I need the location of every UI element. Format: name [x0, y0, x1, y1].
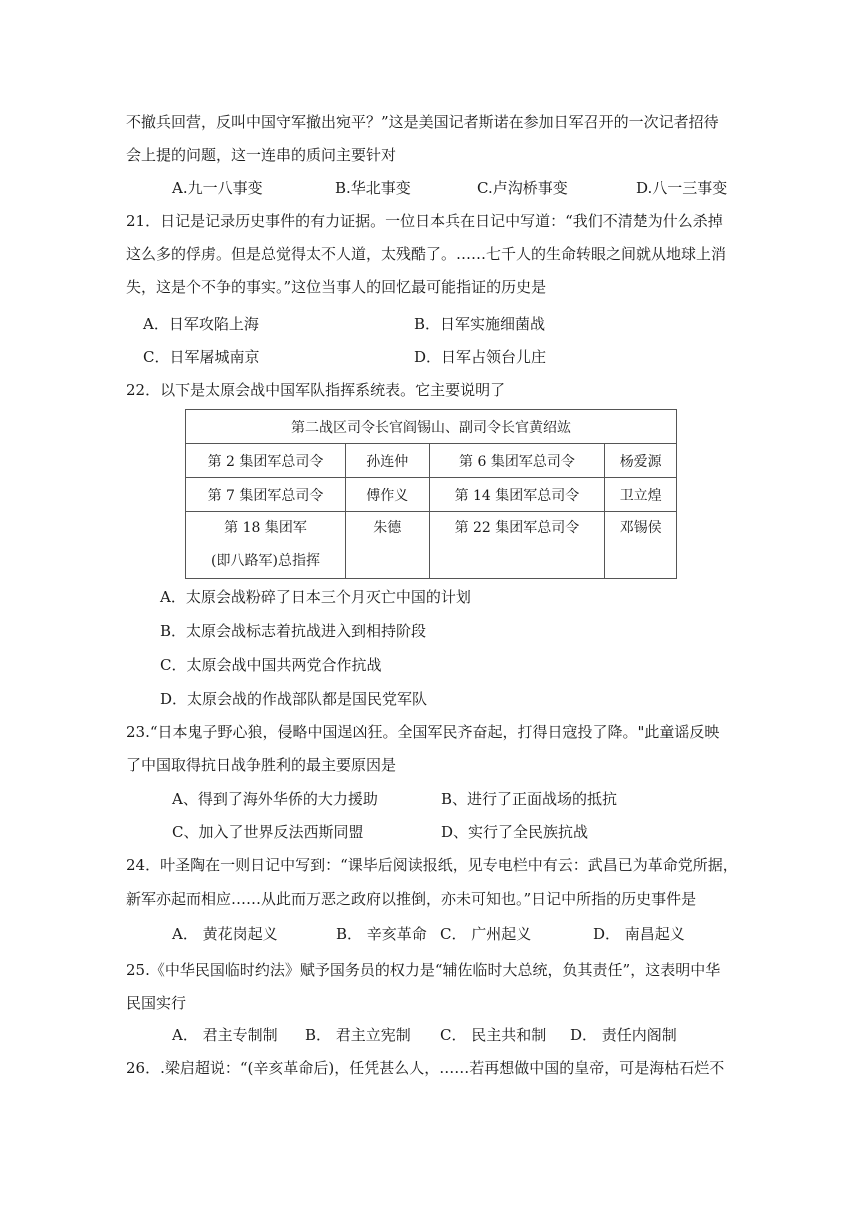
q26-stem-line1: 26．.梁启超说：“(辛亥革命后)，任凭甚么人，……若再想做中国的皇帝，可是海枯石烂不: [126, 1059, 725, 1077]
q25-option-d: D． 责任内阁制: [570, 1026, 677, 1044]
q21-option-b: B．日军实施细菌战: [414, 315, 546, 333]
q25-option-c: C． 民主共和制: [440, 1026, 547, 1044]
q22-option-d: D．太原会战的作战部队都是国民党军队: [160, 690, 428, 708]
q21-option-c: C．日军屠城南京: [143, 348, 260, 366]
q23-option-c: C、加入了世界反法西斯同盟: [172, 823, 364, 841]
q22-stem: 22．以下是太原会战中国军队指挥系统表。它主要说明了: [126, 381, 506, 399]
q20-stem-line1: 不撤兵回营，反叫中国守军撤出宛平？”这是美国记者斯诺在参加日军召开的一次记者招待: [126, 113, 719, 131]
table-row: [186, 444, 677, 478]
q24-option-a: A． 黄花岗起义: [172, 925, 278, 943]
q24-option-c: C． 广州起义: [440, 925, 532, 943]
table-cell: [346, 512, 430, 579]
q20-option-b: B.华北事变: [335, 179, 411, 197]
q22-option-c: C．太原会战中国共两党合作抗战: [160, 656, 382, 674]
command-system-table: [185, 409, 677, 579]
q22-option-b: B．太原会战标志着抗战进入到相持阶段: [160, 622, 427, 640]
table-cell: 卫立煌: [605, 478, 677, 512]
q23-option-a: A、得到了海外华侨的大力援助: [172, 790, 378, 808]
q20-stem-line2: 会上提的问题，这一连串的质问主要针对: [126, 146, 397, 164]
q25-stem-line2: 民国实行: [126, 994, 187, 1012]
q25-option-a: A． 君主专制制: [172, 1026, 278, 1044]
q21-stem-line3: 失，这是个不争的事实。”这位当事人的回忆最可能指证的历史是: [126, 278, 547, 296]
q20-option-a: A.九一八事变: [172, 179, 263, 197]
table-cell-line: 第 18 集团军: [224, 520, 307, 536]
table-cell: 孙连仲: [346, 444, 430, 478]
q24-option-d: D． 南昌起义: [593, 925, 685, 943]
q21-option-a: A．日军攻陷上海: [143, 315, 259, 333]
table-cell: 第 14 集团军总司令: [429, 478, 605, 512]
table-cell: 第 6 集团军总司令: [429, 444, 605, 478]
q24-option-b: B． 辛亥革命: [336, 925, 427, 943]
table-cell: [605, 512, 677, 579]
table-cell-line: 朱德: [373, 520, 402, 536]
table-cell: [429, 512, 605, 579]
table-cell: 第 2 集团军总司令: [186, 444, 346, 478]
table-cell: [186, 512, 346, 579]
q21-option-d: D．日军占领台儿庄: [414, 348, 547, 366]
q23-option-d: D、实行了全民族抗战: [441, 823, 589, 841]
table-cell-line: 邓锡侯: [619, 520, 662, 536]
table-row: [186, 512, 677, 579]
q23-stem-line2: 了中国取得抗日战争胜利的最主要原因是: [126, 756, 397, 774]
q24-stem-line2: 新军亦起而相应……从此而万恶之政府以推倒，亦未可知也。”日记中所指的历史事件是: [126, 890, 697, 908]
q20-option-c: C.卢沟桥事变: [477, 179, 568, 197]
q24-stem-line1: 24．叶圣陶在一则日记中写到：“课毕后阅读报纸，见专电栏中有云：武昌已为革命党所据，: [126, 856, 738, 874]
q25-option-b: B． 君主立宪制: [305, 1026, 411, 1044]
table-header: 第二战区司令长官阎锡山、副司令长官黄绍竑: [186, 410, 677, 444]
table-cell-line: 第 22 集团军总司令: [454, 520, 580, 536]
table-cell: 杨爱源: [605, 444, 677, 478]
q25-stem-line1: 25.《中华民国临时约法》赋予国务员的权力是“辅佐临时大总统，负其责任”，这表明中华: [126, 961, 721, 979]
q22-option-a: A．太原会战粉碎了日本三个月灭亡中国的计划: [160, 588, 471, 606]
q20-option-d: D.八一三事变: [636, 179, 728, 197]
q21-stem-line2: 这么多的俘虏。但是总觉得太不人道，太残酷了。……七千人的生命转眼之间就从地球上消: [126, 245, 727, 263]
q23-option-b: B、进行了正面战场的抵抗: [441, 790, 618, 808]
table-row: [186, 478, 677, 512]
table-cell: 第 7 集团军总司令: [186, 478, 346, 512]
q21-stem-line1: 21．日记是记录历史事件的有力证据。一位日本兵在日记中写道：“我们不清楚为什么杀掉: [126, 212, 723, 230]
q23-stem-line1: 23.“日本鬼子野心狼，侵略中国逞凶狂。全国军民齐奋起，打得日寇投了降。"此童谣反映: [126, 723, 720, 741]
table-cell-line: (即八路军)总指挥: [211, 553, 320, 569]
table-cell: 傅作义: [346, 478, 430, 512]
